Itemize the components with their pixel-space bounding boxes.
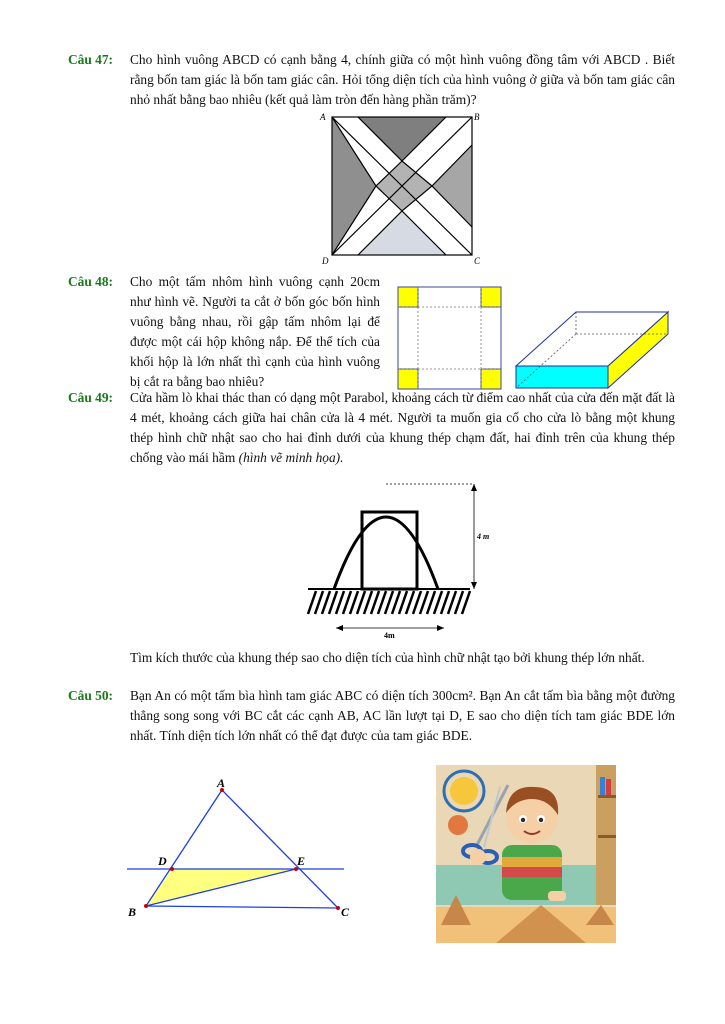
ground-hatch — [343, 591, 351, 614]
label-c: C — [474, 256, 481, 266]
question-49 — [68, 388, 678, 480]
label-e: E — [297, 854, 306, 868]
figure-square-abcd — [318, 110, 486, 266]
label-d: D — [158, 854, 167, 868]
question-47 — [68, 50, 678, 110]
ground-hatch — [434, 591, 442, 614]
label-c: C — [341, 905, 350, 919]
figure-aluminum-sheet — [395, 284, 505, 392]
figure-note: (hình vẽ minh họa). — [238, 450, 344, 465]
ground-hatch — [357, 591, 365, 614]
question-label: Câu 50: — [68, 688, 114, 703]
ground-hatch — [378, 591, 386, 614]
question-text: Cho một tấm nhôm hình vuông cạnh 20cm như hình vẽ. Người ta cắt ở bốn góc bốn hình vuông bằng nhau, rồi gập tấm nhôm lại để được một cái hộp không nắp. Để thể tích của khối hộp là lớn nhất thì cạnh của hình vuông bị cắt ra bằng bao nhiêu? — [130, 274, 380, 389]
sun-icon — [450, 777, 478, 805]
figure-triangle-abc — [122, 778, 354, 926]
ground-hatch — [441, 591, 449, 614]
ground-hatch — [427, 591, 435, 614]
question-text — [130, 388, 675, 468]
ground-hatch — [315, 591, 323, 614]
ground-hatch — [455, 591, 463, 614]
height-label: 4 m — [477, 532, 490, 541]
label-d: D — [322, 256, 329, 266]
ground-hatch — [308, 591, 316, 614]
label-b: B — [474, 112, 480, 122]
ground-hatch — [336, 591, 344, 614]
ground-hatch — [399, 591, 407, 614]
ground-hatch — [350, 591, 358, 614]
label-a: A — [217, 778, 226, 790]
figure-open-box — [512, 306, 672, 392]
question-text: Tìm kích thước của khung thép sao cho diện tích của hình chữ nhật tạo bởi khung thép lớn nhất. — [130, 650, 645, 665]
question-label: Câu 48: — [68, 274, 114, 289]
ground-hatch — [392, 591, 400, 614]
ground-hatch — [322, 591, 330, 614]
triangle-right — [432, 145, 472, 227]
ground-hatch — [329, 591, 337, 614]
ground-hatch — [364, 591, 372, 614]
ground-hatch — [385, 591, 393, 614]
illustration-boy-cutting — [436, 765, 616, 943]
question-48 — [68, 272, 388, 392]
question-text: Bạn An có một tấm bìa hình tam giác ABC có diện tích 300cm². Bạn An cắt tấm bìa bằng một đường thẳng song song với BC cắt các cạnh AB, AC lần lượt tại D, E sao cho diện tích tam giác BDE lớn nhất. Tính diện tích lớn nhất có thể đạt được của tam giác BDE. — [130, 688, 675, 743]
ground-hatch — [371, 591, 379, 614]
question-50 — [68, 686, 678, 748]
ground-hatch — [406, 591, 414, 614]
ground-hatch — [462, 591, 470, 614]
ground-hatch — [420, 591, 428, 614]
triangle-bottom — [358, 211, 446, 255]
question-label: Câu 49: — [68, 390, 114, 405]
parabola — [334, 517, 438, 589]
ground-hatch — [413, 591, 421, 614]
label-b: B — [128, 905, 137, 919]
question-label: Câu 47: — [68, 52, 114, 67]
question-text: Cho hình vuông ABCD có cạnh bằng 4, chính giữa có một hình vuông đồng tâm với ABCD . Biết rằng bốn tam giác là bốn tam giác cân. Hỏi tổng diện tích của hình vuông ở giữa và bốn tam giác cân nhỏ nhất bằng bao nhiêu (kết quả làm tròn đến hàng phần trăm)? — [130, 52, 675, 107]
figure-parabola-door — [298, 476, 508, 644]
width-label: 4m — [384, 631, 395, 640]
question-body: Cửa hầm lò khai thác than có dạng một Parabol, khoảng cách từ điểm cao nhất của cửa đến mặt đất là 4 mét, khoảng cách giữa hai chân cửa là 4 mét. Người ta muốn gia cố cho cửa lò bằng một khung thép hình chữ nhật sao cho hai đỉnh dưới của khung thép chạm đất, hai đỉnh trên của khung thép chống vào mái hầm — [130, 390, 675, 465]
question-49-task — [130, 648, 650, 688]
ground-hatch — [448, 591, 456, 614]
label-a: A — [320, 112, 326, 122]
